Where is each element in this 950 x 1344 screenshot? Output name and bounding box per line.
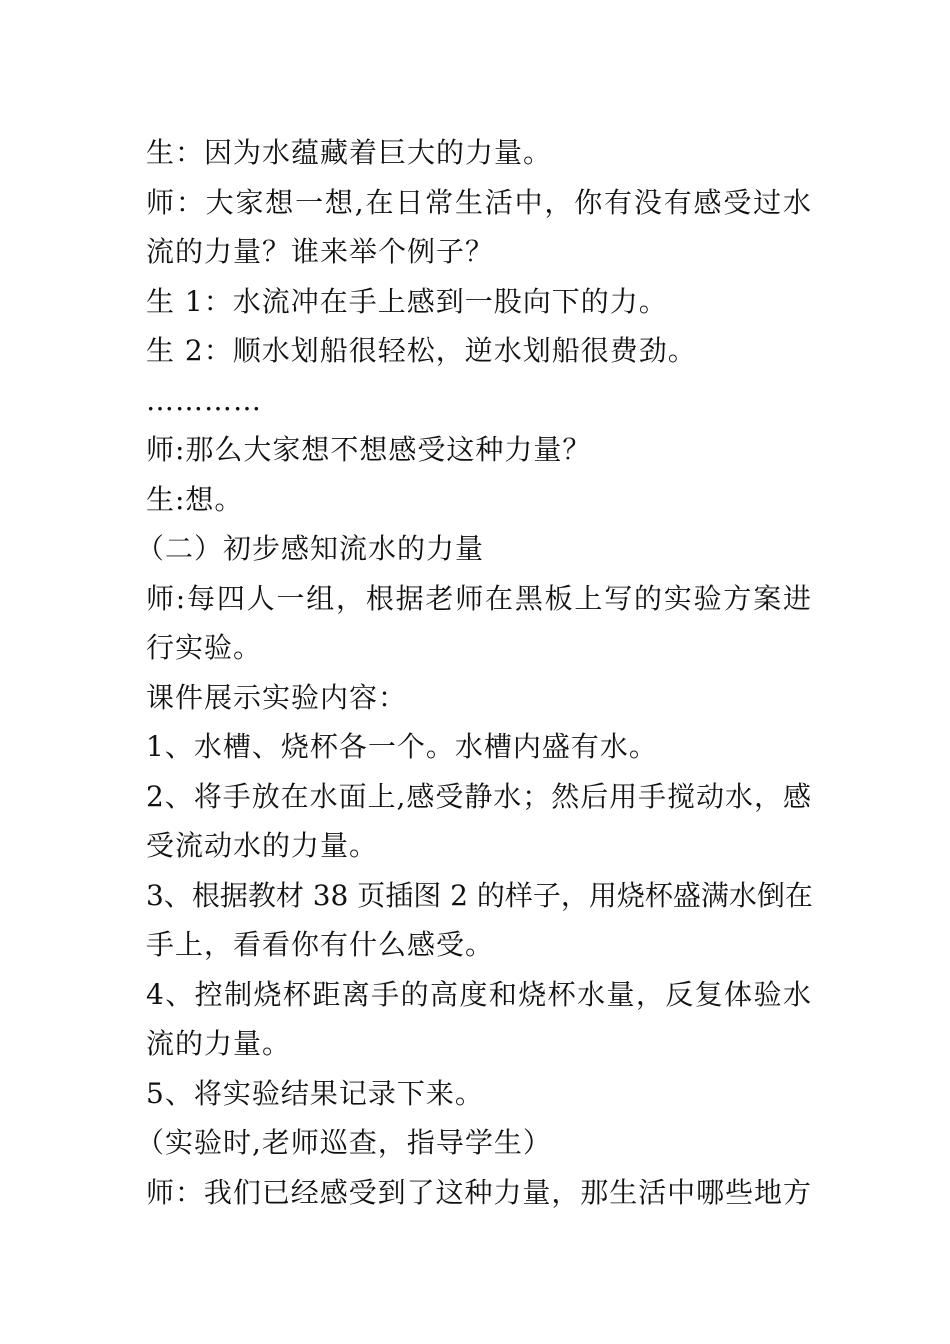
text-line: 师：我们已经感受到了这种力量，那生活中哪些地方 xyxy=(146,1175,811,1209)
section-heading: （二）初步感知流水的力量 xyxy=(136,532,485,565)
list-item: 5、将实验结果记录下来。 xyxy=(146,1076,484,1110)
text-line: 行实验。 xyxy=(146,631,263,664)
text-line: 流的力量。 xyxy=(146,1027,292,1060)
text-line: （实验时,老师巡查，指导学生） xyxy=(136,1126,552,1159)
text-line: 生：因为水蕴藏着巨大的力量。 xyxy=(146,136,553,169)
list-item: 3、根据教材 38 页插图 2 的样子，用烧杯盛满水倒在 xyxy=(146,878,813,912)
text-line: 受流动水的力量。 xyxy=(146,829,379,862)
text-line: 生 1：水流冲在手上感到一股向下的力。 xyxy=(146,284,668,318)
text-line: 生 2：顺水划船很轻松，逆水划船很费劲。 xyxy=(146,334,697,367)
document-body xyxy=(136,128,813,1217)
text-line: 流的力量？谁来举个例子？ xyxy=(146,235,495,268)
text-line: 生:想。 xyxy=(146,482,244,516)
text-line: 师：大家想一想,在日常生活中，你有没有感受过水 xyxy=(146,185,811,219)
list-item: 2、将手放在水面上,感受静水；然后用手搅动水，感 xyxy=(146,779,811,813)
text-line: 师:那么大家想不想感受这种力量？ xyxy=(146,433,592,466)
list-item: 4、控制烧杯距离手的高度和烧杯水量，反复体验水 xyxy=(146,977,811,1011)
text-line: 师:每四人一组，根据老师在黑板上写的实验方案进 xyxy=(146,581,811,615)
ellipsis-line: ………… xyxy=(146,383,262,417)
list-item: 1、水槽、烧杯各一个。水槽内盛有水。 xyxy=(146,730,658,763)
text-line: 手上，看看你有什么感受。 xyxy=(146,928,495,961)
text-line: 课件展示实验内容： xyxy=(146,680,408,714)
